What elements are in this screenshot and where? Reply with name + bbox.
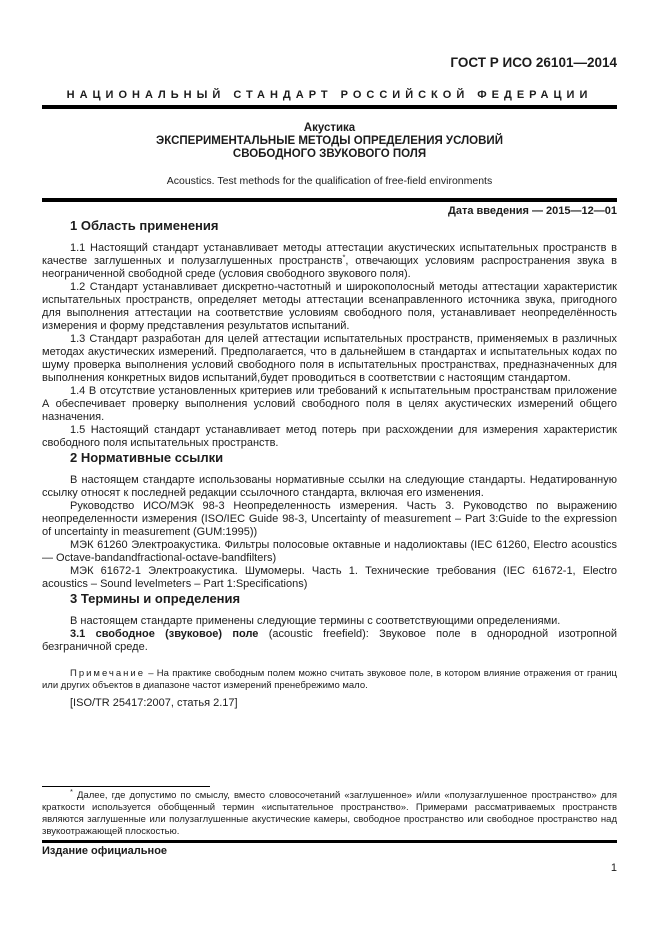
footnote-body: Далее, где допустимо по смыслу, вместо словосочетаний «заглушенное» и/или «полузаглушенное пространство» для краткости используется обобщенный термин «испытательное пространство». Примерами рассматриваемых пространств являются заглушенные или полузаглушенные акустические камеры, свободное пространство или свободное пространство над звукоотражающей плоскостью. <box>42 790 617 837</box>
paragraph-1-3: 1.3 Стандарт разработан для целей аттестации испытательных пространств, применяемых в различных методах акустических измерений. Предполагается, что в дальнейшем в стандартах и испытательных кодах по шуму проверка выполнения условий свободного поля в испытательных пространствах, предназначенных для выполнения конкретных видов испытаний,будет проводиться в соответствии с настоящим стандартом. <box>42 333 617 384</box>
note-text: – На практике свободным полем можно считать звуковое поле, в котором влияние отражения от границ или других объектов в диапазоне частот измерений пренебрежимо мало. <box>42 668 617 691</box>
header-rule <box>42 105 617 109</box>
term-name: 3.1 свободное (звуковое) поле <box>70 628 259 640</box>
paragraph-1-1 <box>42 242 617 281</box>
doc-code: ГОСТ Р ИСО 26101—2014 <box>450 55 617 70</box>
title-ru-line1: ЭКСПЕРИМЕНТАЛЬНЫЕ МЕТОДЫ ОПРЕДЕЛЕНИЯ УСЛОВИЙ <box>156 135 503 147</box>
reference-iec-61672-1: МЭК 61672-1 Электроакустика. Шумомеры. Часть 1. Технические требования (IEC 61672-1, Electro acoustics – Sound levelmeters – Part 1:Specifications) <box>42 565 617 590</box>
term-note <box>42 668 617 692</box>
page-footer <box>42 786 617 875</box>
footnote-mark: * <box>70 786 73 796</box>
paragraph-3-intro: В настоящем стандарте применены следующие термины с соответствующими определениями. <box>70 615 561 627</box>
section-2-heading: 2 Нормативные ссылки <box>70 450 224 465</box>
paragraph-2-intro: В настоящем стандарте использованы нормативные ссылки на следующие стандарты. Недатированную ссылку относят к последней редакции ссылочного стандарта, включая его изменения. <box>42 474 617 499</box>
paragraph-1-1-text: 1.1 Настоящий стандарт устанавливает методы аттестации акустических испытательных пространств в качестве заглушенных и полузаглушенных пространств <box>42 242 617 267</box>
reference-iec-61260: МЭК 61260 Электроакустика. Фильтры полосовые октавные и надолиоктавы (IEC 61260, Electro acoustics — Octave-bandandfractional-octave-bandfilters) <box>42 539 617 564</box>
term-definition-3-1 <box>42 628 617 654</box>
paragraph-1-4: 1.4 В отсутствие установленных критериев или требований к испытательным пространствам приложение А обеспечивает проверку выполнения условий свободного поля в целях акустических измерений общего назначения. <box>42 385 617 423</box>
title-ru-line2: СВОБОДНОГО ЗВУКОВОГО ПОЛЯ <box>232 148 427 160</box>
section-3-heading: 3 Термины и определения <box>70 591 241 606</box>
term-definition-text: (acoustic freefield): Звуковое поле в однородной изотропной безграничной среде. <box>42 628 617 653</box>
footnote-reference-mark: * <box>342 252 346 262</box>
footnote-separator-rule <box>42 786 210 787</box>
note-label: Примечание <box>70 668 145 679</box>
date-rule <box>42 198 617 202</box>
footer-rule <box>42 840 617 843</box>
paragraph-1-5: 1.5 Настоящий стандарт устанавливает метод потерь при расхождении для измерения характеристик свободного поля испытательных пространств. <box>42 424 617 449</box>
edition-label: Издание официальное <box>42 845 168 857</box>
document-title-en: Acoustics. Test methods for the qualification of free-field environments <box>166 175 493 187</box>
term-source-reference: [ISO/TR 25417:2007, статья 2.17] <box>70 697 238 709</box>
subject-ru: Акустика <box>303 122 356 134</box>
footnote-text <box>42 786 617 838</box>
reference-iso-iec-guide-98-3: Руководство ИСО/МЭК 98-3 Неопределенность измерения. Часть 3. Руководство по выражению неопределенности измерения (ISO/IEC Guide 98-3, Uncertainty of measurement – Part 3:Guide to the expression of uncertainty in measurement (GUM:1995)) <box>42 500 617 538</box>
paragraph-1-2: 1.2 Стандарт устанавливает дискретно-частотный и широкополосный методы аттестации характеристик испытательных пространств, определяет методы аттестации всенаправленного источника звука, пригодного для выполнения аттестации на соответствие условиям свободного поля, устанавливает неопределённость измерения и форму представления результатов испытаний. <box>42 281 617 332</box>
document-title-ru <box>42 122 617 161</box>
effective-date: Дата введения — 2015—12—01 <box>448 205 617 217</box>
page-number: 1 <box>610 862 617 874</box>
section-1-heading: 1 Область применения <box>70 218 219 233</box>
paragraph-1-1-text-after: , отвечающих условиям распространения звука в неограниченной свободной среде (условия свободного звукового поля). <box>42 255 617 280</box>
standard-type-heading: НАЦИОНАЛЬНЫЙ СТАНДАРТ РОССИЙСКОЙ ФЕДЕРАЦИИ <box>66 89 593 101</box>
